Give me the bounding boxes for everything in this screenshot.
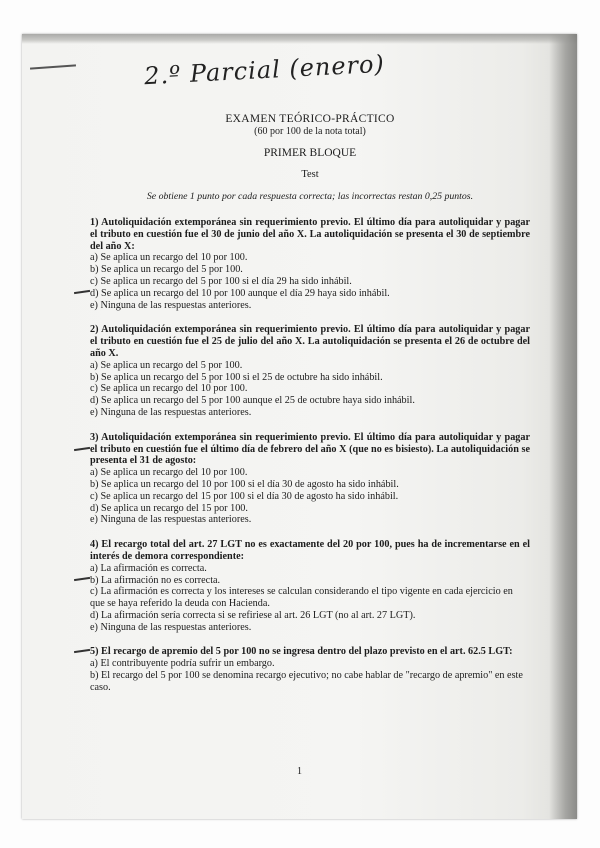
option-d: d) Se aplica un recargo del 10 por 100 aunque el día 29 haya sido inhábil. [90,287,390,299]
scoring-instructions: Se obtiene 1 punto por cada respuesta correcta; las incorrectas restan 0,25 puntos. [146,191,474,203]
question-stem: 4) El recargo total del art. 27 LGT no es exactamente del 20 por 100, pues ha de incrementarse en el interés de demora correspondiente: [90,539,530,562]
option-d: d) La afirmación sería correcta si se refiriese al art. 26 LGT (no al art. 27 LGT). [90,609,416,621]
question-2 [90,324,530,418]
exam-weight: (60 por 100 de la nota total) [254,125,366,137]
answer-mark-q3 [74,577,90,581]
option-b: b) Se aplica un recargo del 5 por 100. [90,264,243,276]
scan-edge-shadow [549,34,577,819]
option-a: a) Se aplica un recargo del 5 por 100. [90,359,243,371]
option-a: a) Se aplica un recargo del 10 por 100. [90,252,248,264]
option-b: b) El recargo del 5 por 100 se denomina recargo ejecutivo; no cabe hablar de "recargo de apremio" en este caso. [90,670,523,693]
question-3 [90,432,530,526]
exam-content [90,114,530,707]
handwritten-note: 2.º Parcial (enero) [143,49,386,91]
option-e: e) Ninguna de las respuestas anteriores. [90,514,252,526]
option-e: e) Ninguna de las respuestas anteriores. [90,621,252,633]
margin-pen-mark [30,64,76,69]
option-e: e) Ninguna de las respuestas anteriores. [90,299,252,311]
option-d: d) Se aplica un recargo del 5 por 100 aunque el 25 de octubre haya sido inhábil. [90,395,415,407]
question-4 [90,539,530,633]
option-a: a) La afirmación es correcta. [90,562,207,574]
option-c: c) La afirmación es correcta y los intereses se calculan considerando el tipo vigente en cada ejercicio en que se haya referido la deuda con Hacienda. [90,586,513,610]
option-a: a) Se aplica un recargo del 10 por 100. [90,467,248,479]
block-title: PRIMER BLOQUE [263,146,357,159]
answer-mark-q2 [74,447,90,451]
exam-sheet [22,34,577,819]
question-5 [90,646,530,693]
option-c: c) Se aplica un recargo del 5 por 100 si el día 29 ha sido inhábil. [90,275,352,287]
answer-mark-q1 [74,290,90,294]
option-b: b) Se aplica un recargo del 5 por 100 si el 25 de octubre ha sido inhábil. [90,371,383,383]
option-e: e) Ninguna de las respuestas anteriores. [90,406,252,418]
page-number: 1 [297,766,302,777]
question-1 [90,217,530,311]
option-c: c) Se aplica un recargo del 10 por 100. [90,383,248,395]
option-a: a) El contribuyente podría sufrir un embargo. [90,658,275,670]
section-title: Test [301,169,319,181]
answer-mark-q4 [74,649,90,653]
question-stem: 2) Autoliquidación extemporánea sin requerimiento previo. El último día para autoliquidar y pagar el tributo en cuestión fue el 25 de julio del año X. La autoliquidación se presenta el 26 de octubre del año X. [90,324,530,359]
question-stem: 5) El recargo de apremio del 5 por 100 no se ingresa dentro del plazo previsto en el art. 62.5 LGT: [90,646,513,658]
option-d: d) Se aplica un recargo del 15 por 100. [90,502,248,514]
option-b: b) Se aplica un recargo del 10 por 100 si el día 30 de agosto ha sido inhábil. [90,478,399,490]
question-stem: 3) Autoliquidación extemporánea sin requerimiento previo. El último día para autoliquidar y pagar el tributo en cuestión fue el último día de febrero del año X (que no es bisiesto). La autoliquidación se presenta el 31 de agosto: [90,431,530,467]
option-b: b) La afirmación no es correcta. [90,574,221,586]
question-stem: 1) Autoliquidación extemporánea sin requerimiento previo. El último día para autoliquidar y pagar el tributo en cuestión fue el 30 de junio del año X. La autoliquidación se presenta el 30 de septiembre del año X: [90,216,530,252]
option-c: c) Se aplica un recargo del 15 por 100 si el día 30 de agosto ha sido inhábil. [90,490,399,502]
exam-title: EXAMEN TEÓRICO-PRÁCTICO [225,113,395,125]
